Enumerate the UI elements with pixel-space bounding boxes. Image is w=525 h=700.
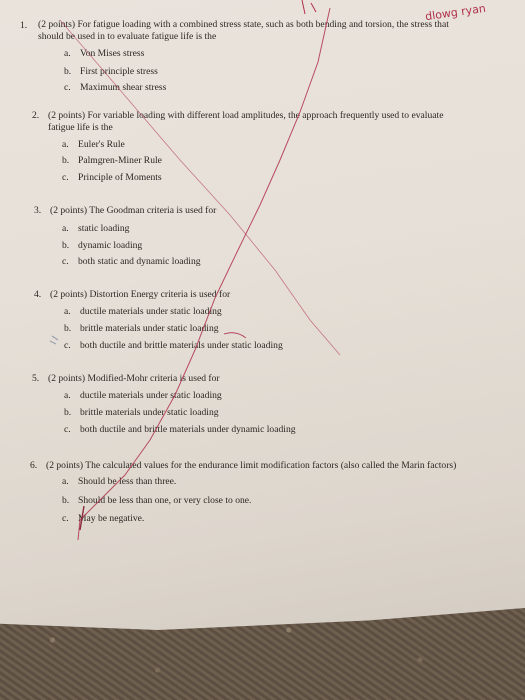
option-letter: a. (62, 139, 69, 150)
option-text: brittle materials under static loading (80, 407, 219, 418)
question-text-line: (2 points) The Goodman criteria is used for (50, 205, 217, 216)
option-text: Should be less than three. (78, 476, 177, 487)
option-text: both ductile and brittle materials under dynamic loading (80, 424, 296, 435)
option-letter: c. (62, 513, 69, 524)
option-letter: a. (64, 48, 71, 59)
option-text: Euler's Rule (78, 139, 125, 150)
option-letter: a. (62, 476, 69, 487)
question-number: 1. (20, 20, 28, 31)
option-letter: b. (64, 407, 72, 418)
question-text-line: (2 points) Distortion Energy criteria is used for (50, 289, 231, 300)
option-letter: c. (64, 424, 71, 435)
option-text: ductile materials under static loading (80, 390, 222, 401)
option-text: ductile materials under static loading (80, 306, 222, 317)
option-text: First principle stress (80, 66, 158, 77)
option-text: Principle of Moments (78, 172, 162, 183)
option-text: Should be less than one, or very close to one. (78, 495, 252, 506)
question-text-line: (2 points) For variable loading with different load amplitudes, the approach frequently used to evaluate (48, 110, 444, 121)
question-number: 6. (30, 460, 38, 471)
option-letter: c. (62, 256, 69, 267)
option-letter: b. (64, 323, 72, 334)
question-number: 4. (34, 289, 42, 300)
question-text-line: fatigue life is the (48, 122, 113, 133)
option-letter: a. (64, 306, 71, 317)
option-text: Von Mises stress (80, 48, 145, 59)
option-letter: c. (62, 172, 69, 183)
option-text: both static and dynamic loading (78, 256, 201, 267)
option-text: Palmgren-Miner Rule (78, 155, 162, 166)
question-number: 5. (32, 373, 40, 384)
option-letter: b. (62, 240, 70, 251)
option-text: static loading (78, 223, 130, 234)
question-text-line: (2 points) Modified-Mohr criteria is used for (48, 373, 220, 384)
handwritten-note: dlowg ryan (424, 1, 487, 24)
question-text-line: (2 points) For fatigue loading with a combined stress state, such as both bending and torsion, the stress that (38, 19, 449, 30)
option-text: dynamic loading (78, 240, 143, 251)
question-text-line: (2 points) The calculated values for the endurance limit modification factors (also called the Marin factors) (46, 460, 457, 471)
option-text: Maximum shear stress (80, 82, 167, 93)
question-number: 3. (34, 205, 42, 216)
option-letter: a. (62, 223, 69, 234)
option-letter: c. (64, 82, 71, 93)
option-text: May be negative. (78, 513, 145, 524)
option-letter: b. (62, 155, 70, 166)
question-text-line: should be used in to evaluate fatigue life is the (38, 31, 217, 42)
option-text: brittle materials under static loading (80, 323, 219, 334)
option-letter: a. (64, 390, 71, 401)
option-letter: b. (62, 495, 70, 506)
option-letter: b. (64, 66, 72, 77)
option-text: both ductile and brittle materials under static loading (80, 340, 283, 351)
option-letter: c. (64, 340, 71, 351)
question-number: 2. (32, 110, 40, 121)
